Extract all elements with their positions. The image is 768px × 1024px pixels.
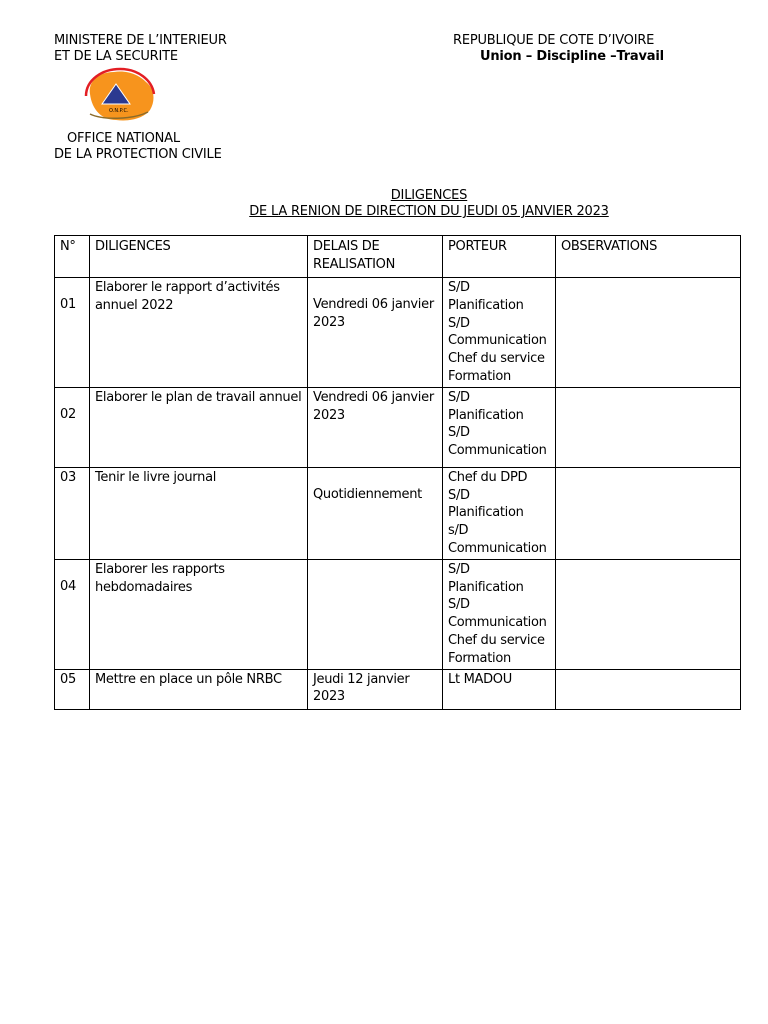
table-row xyxy=(55,278,741,388)
cell-porteur xyxy=(443,559,556,669)
cell-no: 01 xyxy=(55,278,90,388)
porteur-line: Chef du service xyxy=(448,351,545,367)
office-line-1: OFFICE NATIONAL xyxy=(67,131,180,146)
cell-diligence: Elaborer le rapport d’activités annuel 2022 xyxy=(90,278,308,388)
republic-name: REPUBLIQUE DE COTE D’IVOIRE xyxy=(453,33,655,48)
porteur-line: s/D xyxy=(448,523,469,539)
title-line-1: DILIGENCES xyxy=(390,188,468,203)
title-line-2: DE LA RENION DE DIRECTION DU JEUDI 05 JANVIER 2023 xyxy=(249,204,609,219)
porteur-line: S/D xyxy=(448,315,470,331)
cell-delai: Quotidiennement xyxy=(308,467,443,559)
office-line-2: DE LA PROTECTION CIVILE xyxy=(54,147,222,162)
onpc-logo-icon xyxy=(80,66,160,124)
porteur-line: S/D xyxy=(448,597,470,613)
header-no: N° xyxy=(55,236,90,278)
table-row xyxy=(55,669,741,709)
porteur-line: Planification xyxy=(448,505,524,521)
porteur-line: S/D xyxy=(448,561,470,577)
header-diligences: DILIGENCES xyxy=(90,236,308,278)
cell-porteur xyxy=(443,669,556,709)
cell-no: 03 xyxy=(55,467,90,559)
cell-observation xyxy=(556,559,741,669)
porteur-line: Formation xyxy=(448,650,511,666)
cell-porteur xyxy=(443,278,556,388)
cell-observation xyxy=(556,669,741,709)
header-observations: OBSERVATIONS xyxy=(556,236,741,278)
document-title xyxy=(200,188,658,220)
cell-diligence: Tenir le livre journal xyxy=(90,467,308,559)
diligences-table xyxy=(54,235,741,710)
porteur-line: S/D xyxy=(448,280,470,295)
cell-observation xyxy=(556,278,741,388)
porteur-line: Chef du DPD xyxy=(448,469,528,485)
cell-no: 04 xyxy=(55,559,90,669)
header-delais: DELAIS DE REALISATION xyxy=(308,236,443,278)
table-row xyxy=(55,559,741,669)
porteur-line: S/D xyxy=(448,389,470,405)
porteur-line: Communication xyxy=(448,443,547,459)
cell-diligence: Mettre en place un pôle NRBC xyxy=(90,669,308,709)
cell-delai: Jeudi 12 janvier 2023 xyxy=(308,669,443,709)
cell-no: 02 xyxy=(55,387,90,467)
office-heading xyxy=(54,131,222,163)
logo-text: O.N.P.C. xyxy=(109,108,129,114)
porteur-line: Planification xyxy=(448,297,524,313)
porteur-line: Communication xyxy=(448,540,547,556)
porteur-line: Planification xyxy=(448,579,524,595)
ministry-line-1: MINISTERE DE L’INTERIEUR xyxy=(54,33,227,48)
ministry-heading xyxy=(54,33,227,65)
table-row xyxy=(55,387,741,467)
table-row xyxy=(55,467,741,559)
cell-porteur xyxy=(443,387,556,467)
cell-no: 05 xyxy=(55,669,90,709)
header-porteur: PORTEUR xyxy=(443,236,556,278)
cell-diligence: Elaborer les rapports hebdomadaires xyxy=(90,559,308,669)
cell-delai: Vendredi 06 janvier 2023 xyxy=(308,387,443,467)
porteur-line: Communication xyxy=(448,333,547,349)
porteur-line: Formation xyxy=(448,368,511,384)
national-motto: Union – Discipline –Travail xyxy=(480,49,664,64)
porteur-line: S/D xyxy=(448,487,470,503)
republic-heading xyxy=(453,33,664,65)
porteur-line: Chef du service xyxy=(448,632,545,648)
cell-porteur xyxy=(443,467,556,559)
cell-delai xyxy=(308,559,443,669)
ministry-line-2: ET DE LA SECURITE xyxy=(54,49,178,64)
porteur-line: Planification xyxy=(448,407,524,423)
porteur-line: Lt MADOU xyxy=(448,671,512,687)
cell-delai: Vendredi 06 janvier 2023 xyxy=(308,278,443,388)
cell-diligence: Elaborer le plan de travail annuel xyxy=(90,387,308,467)
cell-observation xyxy=(556,387,741,467)
cell-observation xyxy=(556,467,741,559)
porteur-line: Communication xyxy=(448,615,547,631)
porteur-line: S/D xyxy=(448,425,470,441)
table-header-row xyxy=(55,236,741,278)
